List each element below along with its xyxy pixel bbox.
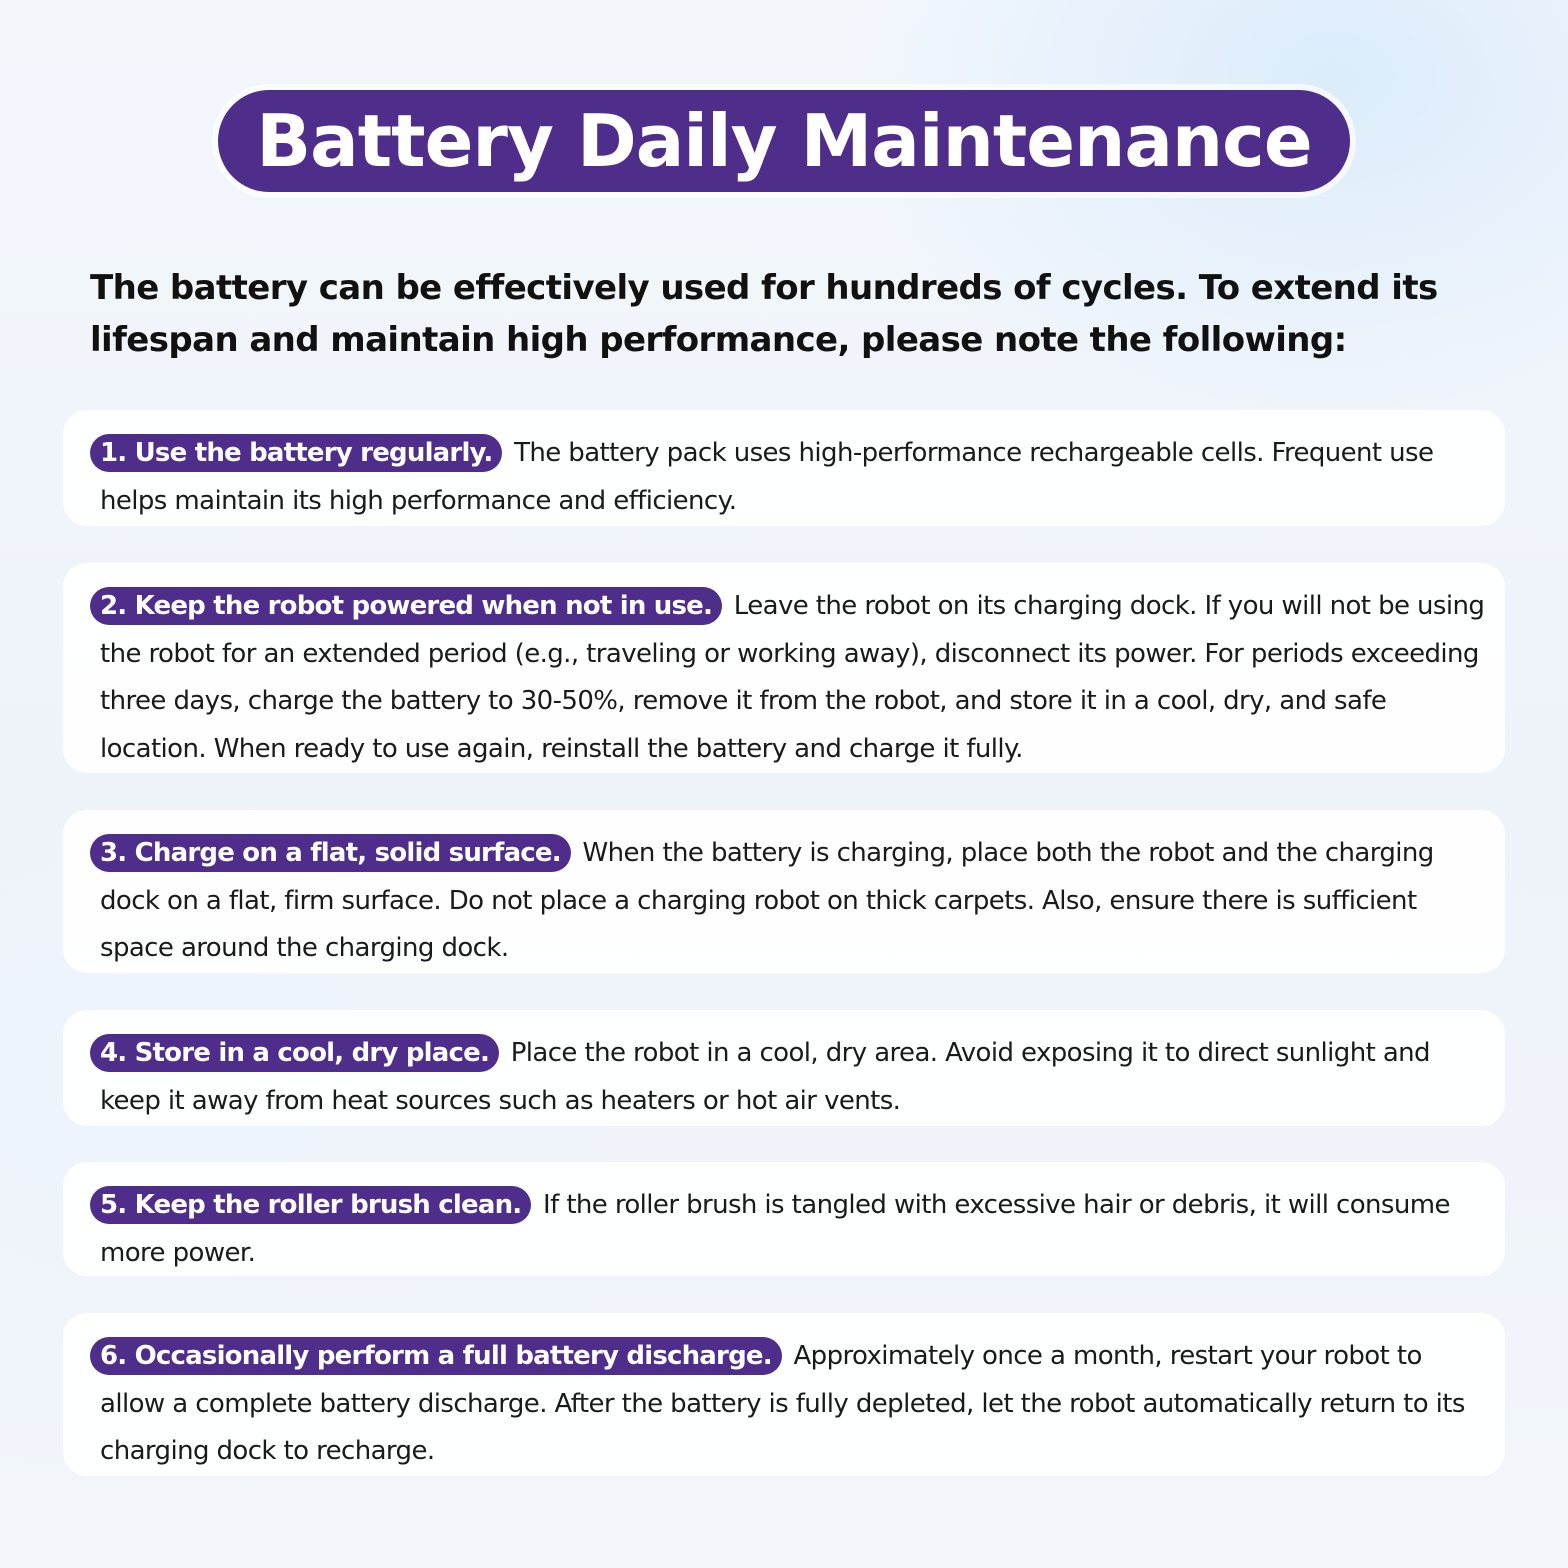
tip-heading-badge: 5. Keep the roller brush clean. (90, 1186, 531, 1224)
tip-heading-badge: 2. Keep the robot powered when not in use. (90, 587, 722, 625)
tip-card-4 (63, 1010, 1505, 1126)
tip-card-2 (63, 563, 1505, 773)
tip-card-3 (63, 810, 1505, 973)
tip-body: Place the robot in a cool, dry area. Avoid exposing it to direct sunlight and keep it away from heat sources such as heaters or hot air vents. (100, 1038, 1430, 1116)
tip-heading-badge: 3. Charge on a flat, solid surface. (90, 834, 571, 872)
tip-text (90, 430, 1489, 525)
tip-card-5 (63, 1162, 1505, 1276)
tip-text (90, 830, 1489, 973)
tip-text (90, 583, 1489, 773)
tip-body: When the battery is charging, place both the robot and the charging dock on a flat, firm surface. Do not place a charging robot on thick carpets. Also, ensure there is sufficient space around the charging dock. (100, 838, 1434, 963)
tip-text (90, 1182, 1489, 1277)
tip-body: Approximately once a month, restart your robot to allow a complete battery discharge. After the battery is fully depleted, let the robot automatically return to its charging dock to recharge. (100, 1341, 1465, 1466)
tip-body: If the roller brush is tangled with excessive hair or debris, it will consume more power. (100, 1190, 1450, 1268)
tip-heading-badge: 4. Store in a cool, dry place. (90, 1034, 499, 1072)
intro-text: The battery can be effectively used for hundreds of cycles. To extend its lifespan and maintain high performance, please note the following: (90, 268, 1438, 360)
page-title: Battery Daily Maintenance (256, 99, 1312, 183)
tip-text (90, 1030, 1489, 1125)
tip-heading-badge: 6. Occasionally perform a full battery discharge. (90, 1337, 782, 1375)
tip-card-6 (63, 1313, 1505, 1476)
title-banner (218, 90, 1350, 192)
tip-text (90, 1333, 1489, 1476)
tip-body: Leave the robot on its charging dock. If you will not be using the robot for an extended period (e.g., traveling or working away), disconnect its power. For periods exceeding three days, charge the battery to 30-50%, remove it from the robot, and store it in a cool, dry, and safe location. When ready to use again, reinstall the battery and charge it fully. (100, 591, 1485, 764)
tip-heading-badge: 1. Use the battery regularly. (90, 434, 502, 472)
tip-body: The battery pack uses high-performance rechargeable cells. Frequent use helps maintain its high performance and efficiency. (100, 438, 1434, 516)
tip-card-1 (63, 410, 1505, 526)
